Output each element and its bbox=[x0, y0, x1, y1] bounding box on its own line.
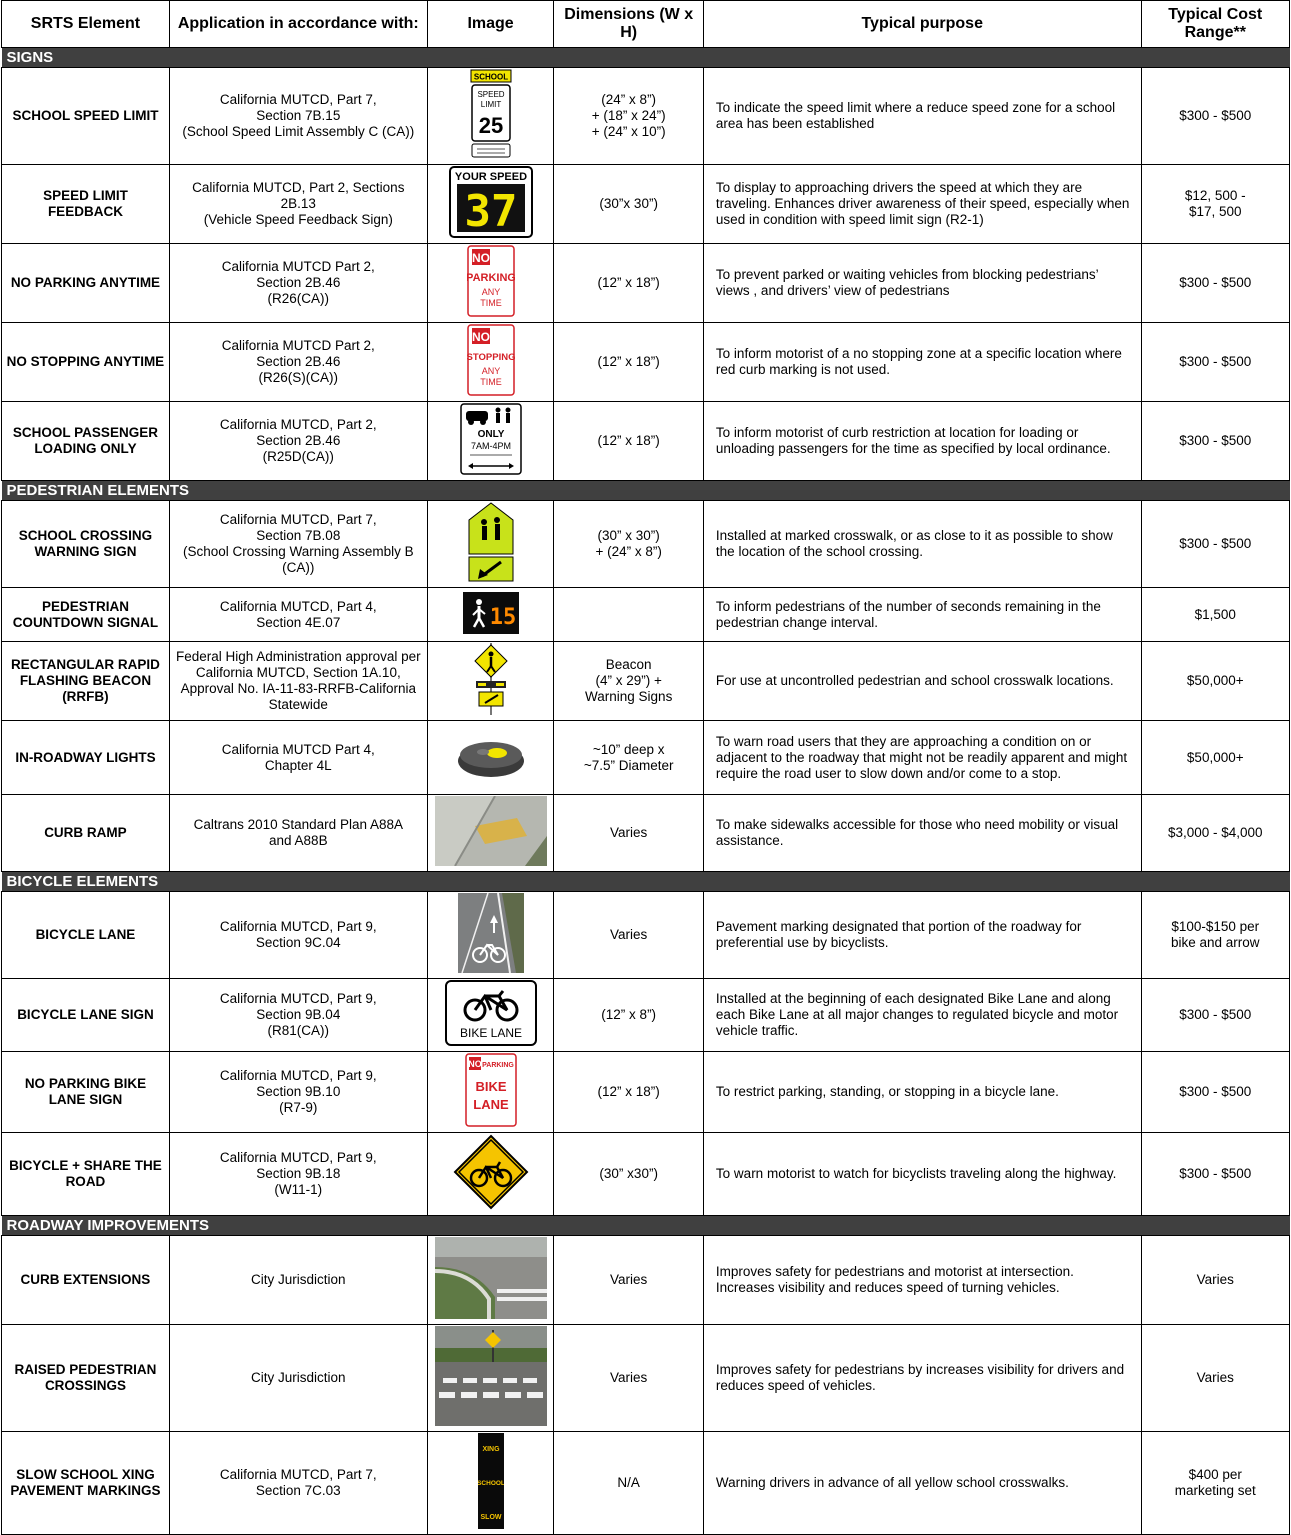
table-row bbox=[2, 501, 1290, 588]
image-cell bbox=[427, 1133, 554, 1216]
application-text: California MUTCD, Part 2, Sections 2B.13 (Vehicle Speed Feedback Sign) bbox=[169, 165, 427, 244]
element-name: RAISED PEDESTRIAN CROSSINGS bbox=[2, 1325, 170, 1432]
speed-feedback-sign-icon bbox=[449, 166, 533, 238]
image-cell bbox=[427, 165, 554, 244]
sign-hours-text: 7AM-4PM bbox=[470, 441, 511, 451]
table-row bbox=[2, 244, 1290, 323]
purpose-text: Improves safety for pedestrians and motorist at intersection. Increases visibility and reduces speed of turning vehicles. bbox=[703, 1236, 1141, 1325]
purpose-text: Improves safety for pedestrians by increases visibility for drivers and reduces speed of vehicles. bbox=[703, 1325, 1141, 1432]
sign-only-text: ONLY bbox=[477, 429, 504, 440]
dimensions-text: N/A bbox=[554, 1432, 703, 1535]
section-title: ROADWAY IMPROVEMENTS bbox=[2, 1216, 1290, 1236]
sign-speed-value: 25 bbox=[478, 113, 503, 138]
bicycle-warning-sign-icon bbox=[453, 1134, 529, 1210]
in-roadway-light-icon bbox=[455, 731, 527, 781]
cost-text: Varies bbox=[1141, 1236, 1289, 1325]
cost-text: $100-$150 per bike and arrow bbox=[1141, 892, 1289, 979]
school-speed-limit-sign-icon bbox=[469, 69, 513, 159]
element-name: CURB EXTENSIONS bbox=[2, 1236, 170, 1325]
no-stopping-sign-icon bbox=[467, 324, 515, 396]
image-cell bbox=[427, 795, 554, 872]
purpose-text: To make sidewalks accessible for those who need mobility or visual assistance. bbox=[703, 795, 1141, 872]
section-row-signs bbox=[2, 48, 1290, 68]
sign-time-text: TIME bbox=[479, 377, 502, 387]
application-text: City Jurisdiction bbox=[169, 1236, 427, 1325]
cost-text: $300 - $500 bbox=[1141, 1133, 1289, 1216]
cost-text: $300 - $500 bbox=[1141, 979, 1289, 1052]
cost-text: $300 - $500 bbox=[1141, 501, 1289, 588]
cost-text: $1,500 bbox=[1141, 588, 1289, 642]
application-text: California MUTCD, Part 7, Section 7C.03 bbox=[169, 1432, 427, 1535]
cost-text: $50,000+ bbox=[1141, 642, 1289, 721]
dimensions-text: (12” x 8”) bbox=[554, 979, 703, 1052]
table-row bbox=[2, 1236, 1290, 1325]
section-title: PEDESTRIAN ELEMENTS bbox=[2, 481, 1290, 501]
purpose-text: To inform motorist of a no stopping zone at a specific location where red curb marking is not used. bbox=[703, 323, 1141, 402]
table-row bbox=[2, 165, 1290, 244]
application-text: Caltrans 2010 Standard Plan A88A and A88B bbox=[169, 795, 427, 872]
rrfb-beacon-icon bbox=[471, 643, 511, 715]
table-row bbox=[2, 1432, 1290, 1535]
element-name: IN-ROADWAY LIGHTS bbox=[2, 721, 170, 795]
header-purpose: Typical purpose bbox=[703, 1, 1141, 48]
marking-school-text: SCHOOL bbox=[477, 1480, 504, 1487]
sign-feedback-value: 37 bbox=[464, 186, 518, 237]
table-row bbox=[2, 402, 1290, 481]
purpose-text: Installed at the beginning of each designated Bike Lane and along each Bike Lane at all major changes to regulated bicycle and motor vehicle traffic. bbox=[703, 979, 1141, 1052]
sign-school-text: SCHOOL bbox=[473, 72, 508, 82]
sign-no-text: NO bbox=[471, 330, 490, 344]
application-text: California MUTCD, Part 9, Section 9B.18 (W11-1) bbox=[169, 1133, 427, 1216]
element-name: SCHOOL SPEED LIMIT bbox=[2, 68, 170, 165]
element-name: BICYCLE + SHARE THE ROAD bbox=[2, 1133, 170, 1216]
table-row bbox=[2, 795, 1290, 872]
table-row bbox=[2, 1325, 1290, 1432]
element-name: BICYCLE LANE bbox=[2, 892, 170, 979]
sign-time-text: TIME bbox=[479, 298, 502, 308]
dimensions-text: (24” x 8”) + (18” x 24”) + (24” x 10”) bbox=[554, 68, 703, 165]
sign-no-text: NO bbox=[471, 251, 490, 265]
table-row bbox=[2, 588, 1290, 642]
header-element: SRTS Element bbox=[2, 1, 170, 48]
section-title: BICYCLE ELEMENTS bbox=[2, 872, 1290, 892]
dimensions-text: Varies bbox=[554, 795, 703, 872]
dimensions-text bbox=[554, 588, 703, 642]
purpose-text: For use at uncontrolled pedestrian and school crosswalk locations. bbox=[703, 642, 1141, 721]
element-name: SPEED LIMIT FEEDBACK bbox=[2, 165, 170, 244]
purpose-text: To inform pedestrians of the number of seconds remaining in the pedestrian change interval. bbox=[703, 588, 1141, 642]
table-row bbox=[2, 68, 1290, 165]
section-title: SIGNS bbox=[2, 48, 1290, 68]
application-text: California MUTCD Part 2, Section 2B.46 (R26(CA)) bbox=[169, 244, 427, 323]
purpose-text: To warn road users that they are approaching a condition on or adjacent to the roadway that might not be readily apparent and might require the road user to slow down and/or come to a stop. bbox=[703, 721, 1141, 795]
cost-text: $12, 500 - $17, 500 bbox=[1141, 165, 1289, 244]
image-cell bbox=[427, 244, 554, 323]
element-name: NO PARKING ANYTIME bbox=[2, 244, 170, 323]
table-row bbox=[2, 979, 1290, 1052]
table-row bbox=[2, 323, 1290, 402]
cost-text: $50,000+ bbox=[1141, 721, 1289, 795]
application-text: California MUTCD, Part 9, Section 9C.04 bbox=[169, 892, 427, 979]
sign-parking-text: PARKING bbox=[466, 272, 515, 284]
purpose-text: To warn motorist to watch for bicyclists traveling along the highway. bbox=[703, 1133, 1141, 1216]
no-parking-bike-lane-sign-icon bbox=[465, 1053, 517, 1127]
passenger-loading-sign-icon bbox=[460, 403, 522, 475]
sign-parking-text: PARKING bbox=[481, 1062, 514, 1069]
cost-text: $400 per marketing set bbox=[1141, 1432, 1289, 1535]
cost-text: $3,000 - $4,000 bbox=[1141, 795, 1289, 872]
dimensions-text: (12” x 18”) bbox=[554, 323, 703, 402]
curb-extension-photo bbox=[435, 1237, 547, 1319]
image-cell bbox=[427, 402, 554, 481]
sign-your-speed-text: YOUR SPEED bbox=[454, 171, 527, 183]
raised-crossing-photo bbox=[435, 1326, 547, 1426]
header-row bbox=[2, 1, 1290, 48]
countdown-signal-icon bbox=[463, 592, 519, 634]
application-text: Federal High Administration approval per California MUTCD, Section 1A.10, Approval No. IA-11-83-RRFB-California Statewide bbox=[169, 642, 427, 721]
dimensions-text: (30” x30”) bbox=[554, 1133, 703, 1216]
cost-text: $300 - $500 bbox=[1141, 402, 1289, 481]
dimensions-text: (12” x 18”) bbox=[554, 244, 703, 323]
sign-lane-text: LANE bbox=[472, 1097, 509, 1112]
application-text: California MUTCD, Part 7, Section 7B.15 (School Speed Limit Assembly C (CA)) bbox=[169, 68, 427, 165]
sign-no-text: NO bbox=[467, 1059, 482, 1069]
application-text: California MUTCD, Part 9, Section 9B.04 (R81(CA)) bbox=[169, 979, 427, 1052]
dimensions-text: (30”x 30”) bbox=[554, 165, 703, 244]
cost-text: Varies bbox=[1141, 1325, 1289, 1432]
image-cell bbox=[427, 642, 554, 721]
table-row bbox=[2, 642, 1290, 721]
purpose-text: To indicate the speed limit where a reduce speed zone for a school area has been established bbox=[703, 68, 1141, 165]
image-cell bbox=[427, 1236, 554, 1325]
element-name: PEDESTRIAN COUNTDOWN SIGNAL bbox=[2, 588, 170, 642]
school-crossing-sign-icon bbox=[467, 502, 515, 582]
curb-ramp-photo bbox=[435, 796, 547, 866]
purpose-text: Pavement marking designated that portion of the roadway for preferential use by bicyclists. bbox=[703, 892, 1141, 979]
image-cell bbox=[427, 979, 554, 1052]
table-row bbox=[2, 1133, 1290, 1216]
image-cell bbox=[427, 323, 554, 402]
dimensions-text: ~10” deep x ~7.5” Diameter bbox=[554, 721, 703, 795]
cost-text: $300 - $500 bbox=[1141, 1052, 1289, 1133]
section-row-pedestrian bbox=[2, 481, 1290, 501]
dimensions-text: Varies bbox=[554, 1325, 703, 1432]
dimensions-text: Beacon (4” x 29”) + Warning Signs bbox=[554, 642, 703, 721]
purpose-text: To inform motorist of curb restriction at location for loading or unloading passengers for the time as specified by local ordinance. bbox=[703, 402, 1141, 481]
application-text: California MUTCD, Part 4, Section 4E.07 bbox=[169, 588, 427, 642]
element-name: SCHOOL PASSENGER LOADING ONLY bbox=[2, 402, 170, 481]
dimensions-text: (12” x 18”) bbox=[554, 1052, 703, 1133]
section-row-roadway bbox=[2, 1216, 1290, 1236]
header-cost: Typical Cost Range** bbox=[1141, 1, 1289, 48]
application-text: California MUTCD, Part 9, Section 9B.10 (R7-9) bbox=[169, 1052, 427, 1133]
purpose-text: To prevent parked or waiting vehicles from blocking pedestrians’ views , and drivers’ view of pedestrians bbox=[703, 244, 1141, 323]
purpose-text: To display to approaching drivers the speed at which they are traveling. Enhances driver awareness of their speed, especially when used in condition with speed limit sign (R2-1) bbox=[703, 165, 1141, 244]
application-text: California MUTCD, Part 2, Section 2B.46 (R25D(CA)) bbox=[169, 402, 427, 481]
no-parking-sign-icon bbox=[467, 245, 515, 317]
element-name: BICYCLE LANE SIGN bbox=[2, 979, 170, 1052]
sign-any-text: ANY bbox=[481, 287, 500, 297]
element-name: SCHOOL CROSSING WARNING SIGN bbox=[2, 501, 170, 588]
element-name: CURB RAMP bbox=[2, 795, 170, 872]
image-cell bbox=[427, 1432, 554, 1535]
bike-lane-sign-icon bbox=[445, 980, 537, 1046]
cost-text: $300 - $500 bbox=[1141, 244, 1289, 323]
application-text: City Jurisdiction bbox=[169, 1325, 427, 1432]
image-cell bbox=[427, 721, 554, 795]
element-name: NO PARKING BIKE LANE SIGN bbox=[2, 1052, 170, 1133]
cost-text: $300 - $500 bbox=[1141, 68, 1289, 165]
dimensions-text: (30” x 30”) + (24” x 8”) bbox=[554, 501, 703, 588]
marking-xing-text: XING bbox=[482, 1446, 500, 1453]
purpose-text: Warning drivers in advance of all yellow school crosswalks. bbox=[703, 1432, 1141, 1535]
sign-stopping-text: STOPPING bbox=[466, 352, 515, 363]
srts-elements-table bbox=[1, 0, 1290, 1535]
dimensions-text: Varies bbox=[554, 1236, 703, 1325]
application-text: California MUTCD Part 2, Section 2B.46 (R26(S)(CA)) bbox=[169, 323, 427, 402]
purpose-text: To restrict parking, standing, or stopping in a bicycle lane. bbox=[703, 1052, 1141, 1133]
header-dimensions: Dimensions (W x H) bbox=[554, 1, 703, 48]
dimensions-text: (12” x 18”) bbox=[554, 402, 703, 481]
element-name: RECTANGULAR RAPID FLASHING BEACON (RRFB) bbox=[2, 642, 170, 721]
header-application: Application in accordance with: bbox=[169, 1, 427, 48]
application-text: California MUTCD, Part 7, Section 7B.08 (School Crossing Warning Assembly B (CA)) bbox=[169, 501, 427, 588]
image-cell bbox=[427, 501, 554, 588]
marking-slow-text: SLOW bbox=[480, 1514, 502, 1521]
purpose-text: Installed at marked crosswalk, or as close to it as possible to show the location of the school crossing. bbox=[703, 501, 1141, 588]
application-text: California MUTCD Part 4, Chapter 4L bbox=[169, 721, 427, 795]
header-image: Image bbox=[427, 1, 554, 48]
cost-text: $300 - $500 bbox=[1141, 323, 1289, 402]
image-cell bbox=[427, 1325, 554, 1432]
dimensions-text: Varies bbox=[554, 892, 703, 979]
table-row bbox=[2, 1052, 1290, 1133]
element-name: SLOW SCHOOL XING PAVEMENT MARKINGS bbox=[2, 1432, 170, 1535]
slow-school-xing-marking-icon bbox=[478, 1433, 504, 1529]
sign-limit-text: LIMIT bbox=[480, 100, 501, 109]
countdown-value: 15 bbox=[489, 604, 516, 630]
sign-bike-lane-text: BIKE LANE bbox=[459, 1026, 522, 1040]
table-row bbox=[2, 892, 1290, 979]
bicycle-lane-photo bbox=[458, 893, 524, 973]
image-cell bbox=[427, 68, 554, 165]
sign-bike-text: BIKE bbox=[475, 1079, 507, 1094]
image-cell bbox=[427, 588, 554, 642]
image-cell bbox=[427, 1052, 554, 1133]
sign-speed-text: SPEED bbox=[477, 90, 505, 99]
section-row-bicycle bbox=[2, 872, 1290, 892]
image-cell bbox=[427, 892, 554, 979]
element-name: NO STOPPING ANYTIME bbox=[2, 323, 170, 402]
sign-any-text: ANY bbox=[481, 366, 500, 376]
table-row bbox=[2, 721, 1290, 795]
